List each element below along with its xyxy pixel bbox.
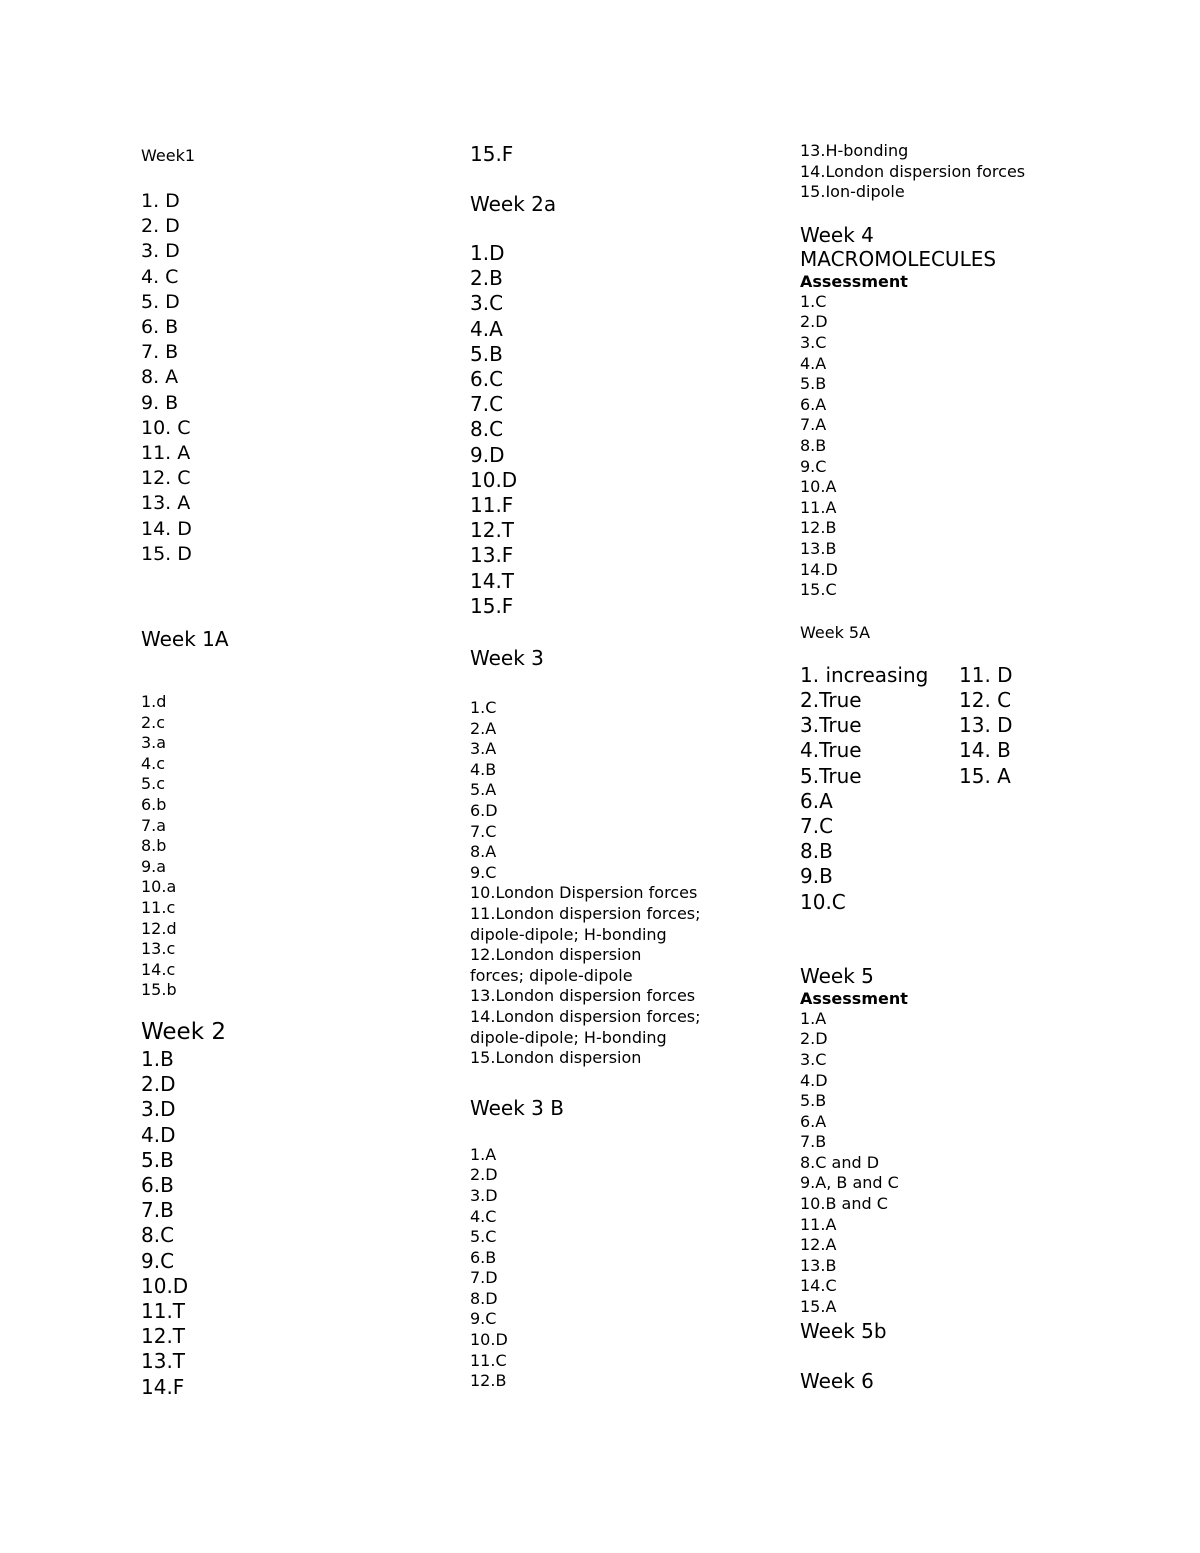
week1a-answers bbox=[141, 692, 441, 1001]
answer-line: 5.A bbox=[470, 780, 497, 800]
week4-answers bbox=[800, 292, 1160, 601]
answer-line: 5.B bbox=[800, 1091, 827, 1111]
answer-line: 8.B bbox=[800, 839, 833, 864]
week3b-section bbox=[470, 1095, 770, 1392]
answer-line: 5.B bbox=[800, 374, 827, 394]
answer-row bbox=[800, 688, 1160, 713]
answer-line: 14.London dispersion forces bbox=[800, 161, 1026, 181]
answer-right: 14. B bbox=[959, 738, 1011, 763]
answer-line: 14.London dispersion forces; bbox=[470, 1006, 701, 1026]
week3-section bbox=[470, 645, 770, 1069]
answer-line: 1.C bbox=[800, 291, 827, 311]
week5-section bbox=[800, 963, 1160, 1318]
answer-line: 6.A bbox=[800, 1111, 827, 1131]
answer-line: 15.A bbox=[800, 1297, 837, 1317]
answer-line: 15.F bbox=[470, 593, 514, 618]
week3b-answers bbox=[470, 1145, 770, 1392]
week3b-continued-answers bbox=[800, 141, 1160, 203]
column-1 bbox=[141, 144, 441, 1400]
answer-line: 6.B bbox=[141, 1172, 174, 1197]
week6-title: Week 6 bbox=[800, 1368, 874, 1393]
week3-answers bbox=[470, 698, 770, 1069]
week4-subtitle: MACROMOLECULES bbox=[800, 246, 997, 271]
answer-line: 4.D bbox=[800, 1070, 828, 1090]
answer-line: 13.B bbox=[800, 1255, 837, 1275]
week5-assessment-label: Assessment bbox=[800, 988, 908, 1008]
answer-line: 1.D bbox=[470, 241, 505, 265]
answer-line: 12.A bbox=[800, 1235, 837, 1255]
answer-line: 9.D bbox=[470, 442, 505, 467]
answer-line: 5.c bbox=[141, 774, 166, 794]
answer-line: 9.A, B and C bbox=[800, 1173, 899, 1193]
answer-line: 11.C bbox=[470, 1350, 507, 1370]
answer-line: 14.c bbox=[141, 959, 176, 979]
week4-title: Week 4 bbox=[800, 222, 874, 247]
answer-line: 5. D bbox=[141, 290, 180, 313]
answer-line: 11.T bbox=[141, 1298, 186, 1323]
answer-row bbox=[800, 764, 1160, 789]
week5-answers bbox=[800, 1009, 1160, 1318]
answer-line: 2.D bbox=[800, 1029, 828, 1049]
answer-line: 13.c bbox=[141, 939, 176, 959]
answer-line: 3.C bbox=[800, 1049, 827, 1069]
answer-line: dipole-dipole; H-bonding bbox=[470, 924, 667, 944]
answer-line: 11.F bbox=[470, 493, 514, 518]
answer-line: 9. B bbox=[141, 391, 179, 414]
week5a-section bbox=[800, 621, 1160, 915]
week5a-two-column-answers bbox=[800, 663, 1160, 789]
answer-line: 1.d bbox=[141, 692, 167, 712]
answer-line: 8.C and D bbox=[800, 1152, 880, 1172]
answer-line: 7.D bbox=[470, 1268, 498, 1288]
answer-left: 3.True bbox=[800, 713, 862, 738]
answer-line: dipole-dipole; H-bonding bbox=[470, 1027, 667, 1047]
answer-line: 4.B bbox=[470, 759, 497, 779]
week5a-answers bbox=[800, 789, 1160, 915]
week1a-section bbox=[141, 626, 441, 1001]
answer-line: 6.C bbox=[470, 367, 504, 392]
week1-title: Week1 bbox=[141, 146, 196, 165]
answer-line: 8.D bbox=[470, 1288, 498, 1308]
answer-line: 12.B bbox=[800, 518, 837, 538]
answer-line: 8.A bbox=[470, 842, 497, 862]
answer-line: 7.C bbox=[470, 821, 497, 841]
week4-section bbox=[800, 223, 1160, 601]
answer-line: 10.D bbox=[470, 1330, 508, 1350]
answer-line: 1. D bbox=[141, 190, 180, 212]
answer-line: 6.b bbox=[141, 795, 167, 815]
answer-line: 3.C bbox=[470, 291, 504, 316]
answer-line: 14.T bbox=[470, 568, 515, 593]
answer-line: 2. D bbox=[141, 215, 180, 238]
answer-line: 13.B bbox=[800, 538, 837, 558]
answer-line: 10.A bbox=[800, 477, 837, 497]
week2-section bbox=[141, 1017, 441, 1400]
answer-line: 4.A bbox=[800, 353, 827, 373]
answer-line: 11. A bbox=[141, 442, 191, 465]
answer-line: 2.c bbox=[141, 712, 166, 732]
answer-line: 10. C bbox=[141, 416, 191, 439]
answer-line: 6.B bbox=[470, 1247, 497, 1267]
answer-line: 6.A bbox=[800, 788, 833, 813]
answer-line: 10.B and C bbox=[800, 1194, 888, 1214]
answer-line: 3.D bbox=[141, 1097, 176, 1122]
answer-line: 9.a bbox=[141, 856, 167, 876]
week4-assessment-label: Assessment bbox=[800, 271, 908, 291]
answer-line: 3.D bbox=[470, 1185, 498, 1205]
answer-left: 4.True bbox=[800, 738, 862, 763]
answer-line: 7.B bbox=[141, 1198, 174, 1223]
answer-line: 7.a bbox=[141, 815, 167, 835]
answer-right: 12. C bbox=[959, 687, 1012, 712]
answer-line: 4.A bbox=[470, 316, 503, 341]
week3-title: Week 3 bbox=[470, 646, 544, 671]
answer-line: 1.A bbox=[800, 1008, 827, 1028]
answer-left: 2.True bbox=[800, 687, 862, 712]
week2a-answers bbox=[470, 241, 770, 619]
week1-section bbox=[141, 144, 441, 567]
answer-line: 2.D bbox=[141, 1072, 176, 1097]
answer-line: 8. A bbox=[141, 366, 179, 389]
answer-line: 13.London dispersion forces bbox=[470, 986, 696, 1006]
answer-line: 9.B bbox=[800, 864, 833, 889]
answer-right: 15. A bbox=[959, 763, 1011, 788]
answer-line: 3.C bbox=[800, 332, 827, 352]
answer-line: 3.a bbox=[141, 733, 167, 753]
answer-line: 14.C bbox=[800, 1276, 837, 1296]
column-3 bbox=[800, 141, 1160, 1394]
answer-line: 7.C bbox=[800, 813, 834, 838]
answer-row bbox=[800, 663, 1160, 688]
answer-line: 13.T bbox=[141, 1349, 186, 1374]
answer-line: 6.A bbox=[800, 394, 827, 414]
answer-line: 4.c bbox=[141, 753, 166, 773]
answer-line: 2.D bbox=[470, 1165, 498, 1185]
answer-line: 10.D bbox=[470, 467, 518, 492]
answer-left: 1. increasing bbox=[800, 662, 929, 687]
answer-line: 3.A bbox=[470, 739, 497, 759]
answer-line: 14.D bbox=[800, 559, 838, 579]
answer-line: 2.B bbox=[470, 266, 503, 291]
answer-line: 1.C bbox=[470, 698, 497, 718]
week2a-title: Week 2a bbox=[470, 192, 557, 216]
answer-right: 13. D bbox=[959, 713, 1013, 738]
answer-line: 1.B bbox=[141, 1046, 174, 1071]
answer-row bbox=[800, 713, 1160, 738]
answer-line: 15. D bbox=[141, 542, 192, 565]
week2a-section bbox=[470, 191, 770, 619]
answer-line: 15.b bbox=[141, 980, 177, 1000]
answer-line: 15.London dispersion bbox=[470, 1048, 642, 1068]
answer-line: 9.C bbox=[470, 1309, 497, 1329]
answer-line: 7.A bbox=[800, 415, 827, 435]
answer-line: 12.T bbox=[141, 1324, 186, 1349]
answer-line: 12.T bbox=[470, 518, 515, 543]
answer-line: 8.C bbox=[141, 1223, 175, 1248]
answer-line: 3. D bbox=[141, 240, 180, 263]
answer-line: 10.a bbox=[141, 877, 177, 897]
week3b-title: Week 3 B bbox=[470, 1095, 564, 1120]
week5-title: Week 5 bbox=[800, 963, 874, 988]
answer-line: 8.C bbox=[470, 417, 504, 442]
week5a-title: Week 5A bbox=[800, 622, 871, 642]
answer-line: 10.London Dispersion forces bbox=[470, 883, 698, 903]
answer-line: 7.B bbox=[800, 1132, 827, 1152]
answer-line: 13.F bbox=[470, 543, 514, 568]
answer-line: 1.A bbox=[470, 1144, 497, 1164]
week1-answers bbox=[141, 189, 441, 567]
answer-line: 12.London dispersion bbox=[470, 945, 642, 965]
answer-line: 4.C bbox=[470, 1206, 497, 1226]
week2-continued-item: 15.F bbox=[470, 142, 514, 166]
answer-line: 11.A bbox=[800, 1214, 837, 1234]
answer-line: 5.B bbox=[470, 341, 503, 366]
answer-line: 9.C bbox=[141, 1248, 175, 1273]
answer-line: 11.London dispersion forces; bbox=[470, 903, 701, 923]
answer-line: 15.C bbox=[800, 580, 837, 600]
answer-line: forces; dipole-dipole bbox=[470, 965, 633, 985]
answer-left: 5.True bbox=[800, 763, 862, 788]
answer-line: 2.A bbox=[470, 718, 497, 738]
answer-line: 4. C bbox=[141, 265, 179, 288]
answer-row bbox=[800, 738, 1160, 763]
answer-right: 11. D bbox=[959, 662, 1013, 687]
answer-line: 7.C bbox=[470, 392, 504, 417]
answer-line: 14. D bbox=[141, 517, 192, 540]
answer-line: 2.D bbox=[800, 312, 828, 332]
answer-line: 5.B bbox=[141, 1147, 174, 1172]
answer-line: 13.H-bonding bbox=[800, 141, 909, 160]
answer-line: 9.C bbox=[800, 456, 827, 476]
answer-line: 14.F bbox=[141, 1374, 185, 1399]
answer-line: 12. C bbox=[141, 467, 191, 490]
week1a-title: Week 1A bbox=[141, 627, 229, 652]
answer-line: 8.b bbox=[141, 836, 167, 856]
week2-title: Week 2 bbox=[141, 1018, 226, 1045]
answer-line: 7. B bbox=[141, 341, 179, 364]
week5b-title: Week 5b bbox=[800, 1318, 887, 1343]
answer-line: 11.c bbox=[141, 897, 176, 917]
answer-line: 11.A bbox=[800, 497, 837, 517]
answer-line: 10.C bbox=[800, 889, 846, 914]
answer-line: 9.C bbox=[470, 862, 497, 882]
answer-line: 6.D bbox=[470, 801, 498, 821]
answer-line: 12.d bbox=[141, 918, 177, 938]
answer-line: 8.B bbox=[800, 435, 827, 455]
answer-line: 13. A bbox=[141, 492, 191, 515]
answer-line: 10.D bbox=[141, 1273, 189, 1298]
week2-answers bbox=[141, 1047, 441, 1400]
answer-line: 4.D bbox=[141, 1122, 176, 1147]
answer-line: 6. B bbox=[141, 316, 179, 339]
answer-line: 5.C bbox=[470, 1227, 497, 1247]
column-2 bbox=[470, 141, 770, 1392]
answer-line: 15.Ion-dipole bbox=[800, 182, 905, 202]
answer-line: 12.B bbox=[470, 1371, 507, 1391]
